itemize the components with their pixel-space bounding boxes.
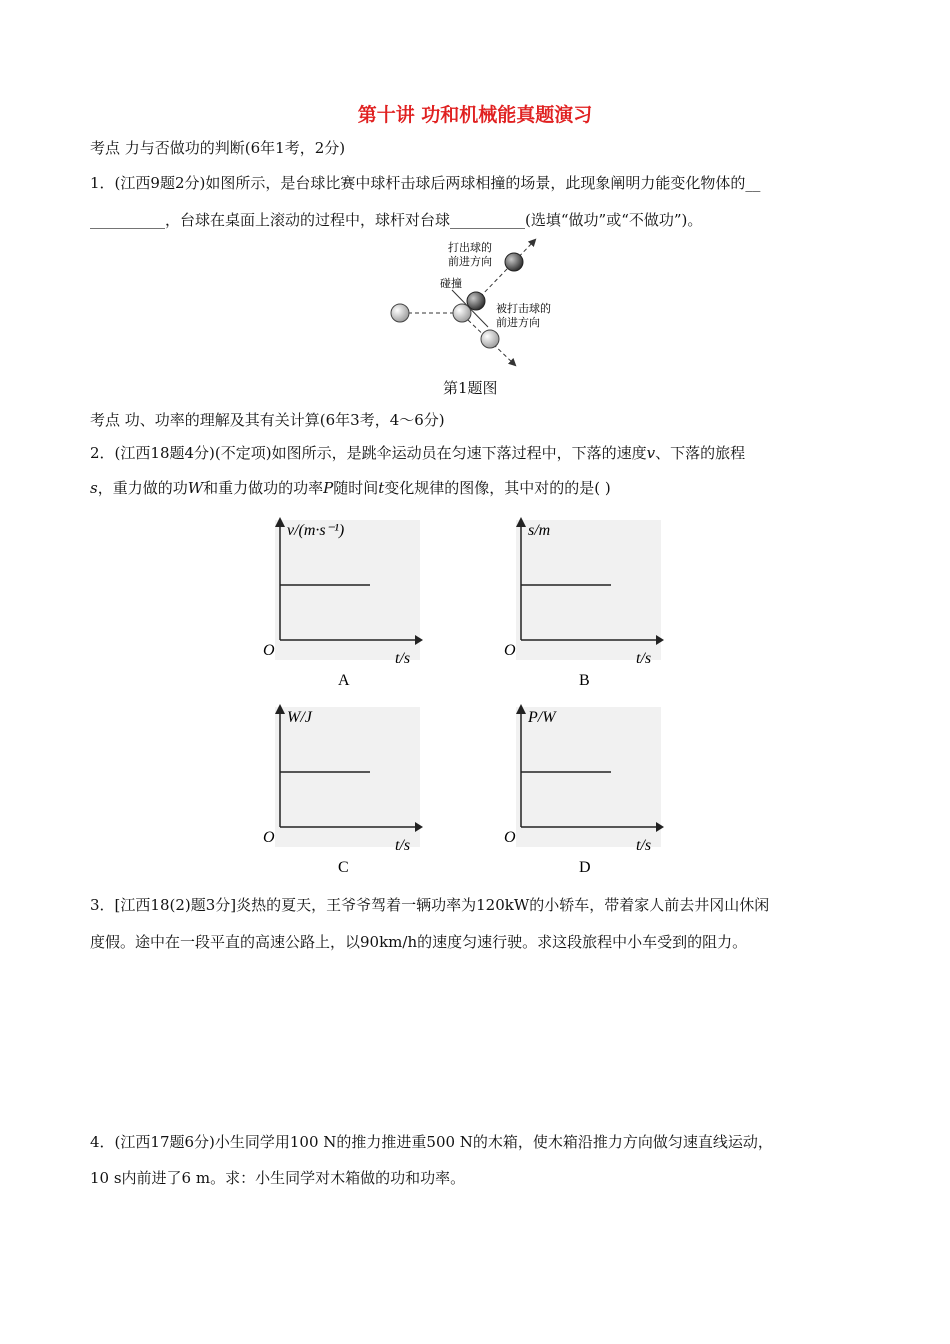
graph-d-background [516, 707, 661, 847]
figure-1-caption: 第1题图 [443, 379, 498, 397]
fig-label-struck-1: 被打击球的 [496, 302, 551, 315]
q2-var-t: t [378, 479, 385, 497]
graph-c-origin: O [263, 829, 275, 846]
graph-a [255, 515, 425, 695]
q2-line-2-c: 随时间 [333, 479, 379, 497]
q2-line-2-d: 变化规律的图像，其中对的的是( ) [384, 479, 611, 497]
graph-a-ylabel: v/(m·s⁻¹) [287, 522, 345, 539]
graph-b-ylabel: s/m [528, 522, 551, 539]
q2-line-1-text: 2．(江西18题4分)(不定项)如图所示，是跳伞运动员在匀速下落过程中，下落的速度 [90, 444, 647, 462]
q3-line-1: 3．[江西18(2)题3分]炎热的夏天，王爷爷驾着一辆功率为120kW的小轿车，带着家人前去井冈山休闲 [90, 896, 770, 914]
struck-ball-moved [505, 253, 523, 271]
q2-line-1 [90, 443, 745, 463]
graph-d-ylabel: P/W [528, 709, 556, 726]
graph-a-origin: O [263, 642, 275, 659]
fig-label-hit-2: 前进方向 [448, 255, 492, 268]
fig-label-struck-2: 前进方向 [496, 316, 540, 329]
q2-line-2 [90, 478, 611, 498]
graph-c-background [275, 707, 420, 847]
graph-b-option: B [579, 672, 590, 689]
q3-line-2: 度假。途中在一段平直的高速公路上，以90km/h的速度匀速行驶。求这段旅程中小车受到的阻力。 [90, 933, 748, 951]
section-heading-1: 考点 力与否做功的判断(6年1考，2分) [90, 139, 346, 157]
graph-c [255, 702, 425, 882]
q2-line-1-end: 、下落的旅程 [655, 444, 746, 462]
q2-var-v: v [646, 444, 656, 462]
graph-d-origin: O [504, 829, 516, 846]
graph-a-option: A [338, 672, 350, 689]
graph-c-ylabel: W/J [287, 709, 312, 726]
graph-c-xlabel: t/s [395, 837, 411, 854]
cue-ball-start [391, 304, 409, 322]
q1-line-2: __________，台球在桌面上滚动的过程中，球杆对台球__________(选填“做功”或“不做功”)。 [90, 211, 703, 229]
cue-ball-deflected [481, 330, 499, 348]
q2-line-2-a: ，重力做的功 [97, 479, 188, 497]
q2-var-p: P [323, 479, 334, 497]
graph-a-background [275, 520, 420, 660]
q2-line-2-b: 和重力做功的功率 [203, 479, 324, 497]
graph-a-xlabel: t/s [395, 650, 411, 667]
fig-label-hit-1: 打出球的 [448, 241, 492, 254]
page-title: 第十讲 功和机械能真题演习 [357, 104, 593, 126]
q2-var-s: s [90, 479, 98, 497]
graph-d-option: D [579, 859, 591, 876]
cue-ball-collision [453, 304, 471, 322]
fig-label-collision: 碰撞 [440, 277, 462, 290]
q4-line-1: 4．(江西17题6分)小生同学用100 N的推力推进重500 N的木箱，使木箱沿推力方向做匀速直线运动， [90, 1133, 773, 1151]
graph-b [496, 515, 666, 695]
graph-b-xlabel: t/s [636, 650, 652, 667]
section-heading-2: 考点 功、功率的理解及其有关计算(6年3考，4～6分) [90, 411, 445, 429]
graph-d [496, 702, 666, 882]
graph-c-option: C [338, 859, 349, 876]
q2-var-w: W [187, 479, 204, 497]
q4-line-2: 10 s内前进了6 m。求：小生同学对木箱做的功和功率。 [90, 1169, 466, 1187]
graph-b-origin: O [504, 642, 516, 659]
graph-b-background [516, 520, 661, 660]
billiard-collision-figure [380, 235, 580, 370]
q1-line-1: 1．(江西9题2分)如图所示，是台球比赛中球杆击球后两球相撞的场景，此现象阐明力能变化物体的__ [90, 174, 761, 192]
struck-ball [467, 292, 485, 310]
graph-d-xlabel: t/s [636, 837, 652, 854]
